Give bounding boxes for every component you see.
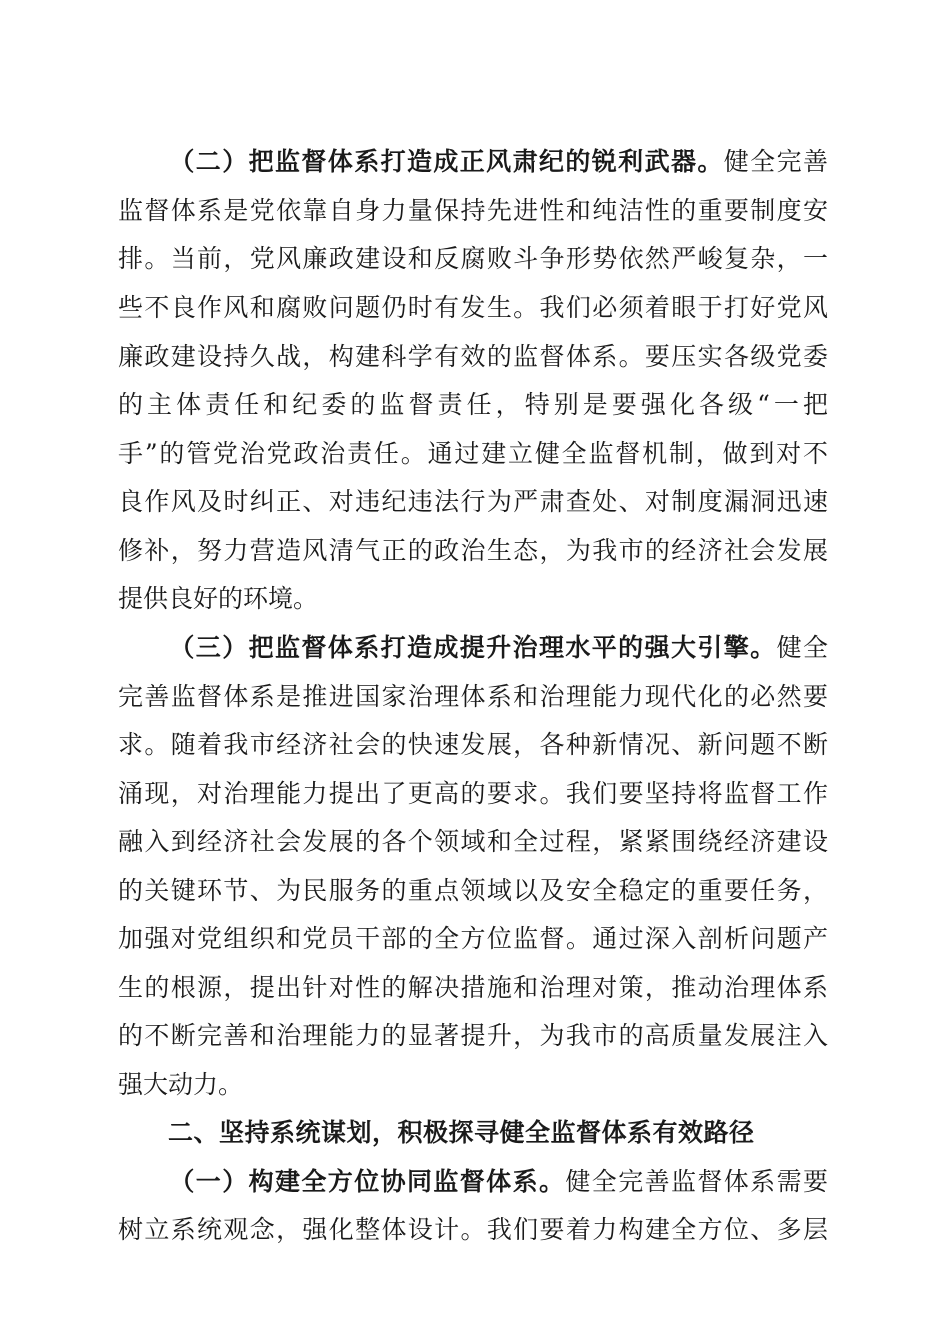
paragraph-2-2-line-9: 修补，努力营造风清气正的政治生态，为我市的经济社会发展 bbox=[118, 536, 828, 565]
paragraph-2-2-line-2: 监督体系是党依靠自身力量保持先进性和纯洁性的重要制度安 bbox=[118, 196, 828, 225]
paragraph-2-2-line-10: 提供良好的环境。 bbox=[118, 584, 319, 613]
paragraph-2-3-line-4: 涌现，对治理能力提出了更高的要求。我们要坚持将监督工作 bbox=[118, 779, 828, 808]
paragraph-2-3-line-5: 融入到经济社会发展的各个领域和全过程，紧紧围绕经济建设 bbox=[118, 827, 828, 856]
paragraph-3-1-line-1 bbox=[118, 1163, 828, 1201]
paragraph-2-3-line-9: 的不断完善和治理能力的显著提升，为我市的高质量发展注入 bbox=[118, 1021, 828, 1050]
paragraph-2-2-line-8: 良作风及时纠正、对违纪违法行为严肃查处、对制度漏洞迅速 bbox=[118, 487, 828, 516]
paragraph-3-1-line-2: 树立系统观念，强化整体设计。我们要着力构建全方位、多层 bbox=[118, 1215, 828, 1244]
paragraph-2-3-line-6: 的关键环节、为民服务的重点领域以及安全稳定的重要任务， bbox=[118, 876, 828, 905]
paragraph-2-3-line-3: 求。随着我市经济社会的快速发展，各种新情况、新问题不断 bbox=[118, 730, 828, 759]
paragraph-2-2-line-1 bbox=[118, 143, 828, 181]
paragraph-2-2-lead: （二）把监督体系打造成正风肃纪的锐利武器。 bbox=[168, 147, 724, 176]
paragraph-2-2-line-5: 廉政建设持久战，构建科学有效的监督体系。要压实各级党委 bbox=[118, 342, 828, 371]
section-heading: 二、坚持系统谋划，积极探寻健全监督体系有效路径 bbox=[168, 1118, 755, 1147]
paragraph-2-3-lead: （三）把监督体系打造成提升治理水平的强大引擎。 bbox=[168, 633, 777, 662]
paragraph-2-3-line-7: 加强对党组织和党员干部的全方位监督。通过深入剖析问题产 bbox=[118, 924, 828, 953]
paragraph-2-2-line-3: 排。当前，党风廉政建设和反腐败斗争形势依然严峻复杂，一 bbox=[118, 244, 828, 273]
paragraph-2-2-line-6: 的主体责任和纪委的监督责任，特别是要强化各级“一把 bbox=[118, 390, 828, 419]
paragraph-2-2-line-4: 些不良作风和腐败问题仍时有发生。我们必须着眼于打好党风 bbox=[118, 293, 828, 322]
paragraph-2-2-line-7: 手”的管党治党政治责任。通过建立健全监督机制，做到对不 bbox=[118, 439, 828, 468]
paragraph-2-2-text: 健全完善 bbox=[723, 147, 828, 176]
paragraph-2-3-line-2: 完善监督体系是推进国家治理体系和治理能力现代化的必然要 bbox=[118, 682, 828, 711]
paragraph-2-3-text: 健全 bbox=[776, 633, 828, 662]
paragraph-2-3-line-8: 生的根源，提出针对性的解决措施和治理对策，推动治理体系 bbox=[118, 973, 828, 1002]
paragraph-3-1-lead: （一）构建全方位协同监督体系。 bbox=[168, 1167, 566, 1196]
document-body bbox=[118, 0, 828, 1344]
paragraph-2-3-line-1 bbox=[118, 629, 828, 667]
paragraph-2-3-line-10: 强大动力。 bbox=[118, 1070, 244, 1099]
paragraph-3-1-text: 健全完善监督体系需要 bbox=[565, 1167, 828, 1196]
